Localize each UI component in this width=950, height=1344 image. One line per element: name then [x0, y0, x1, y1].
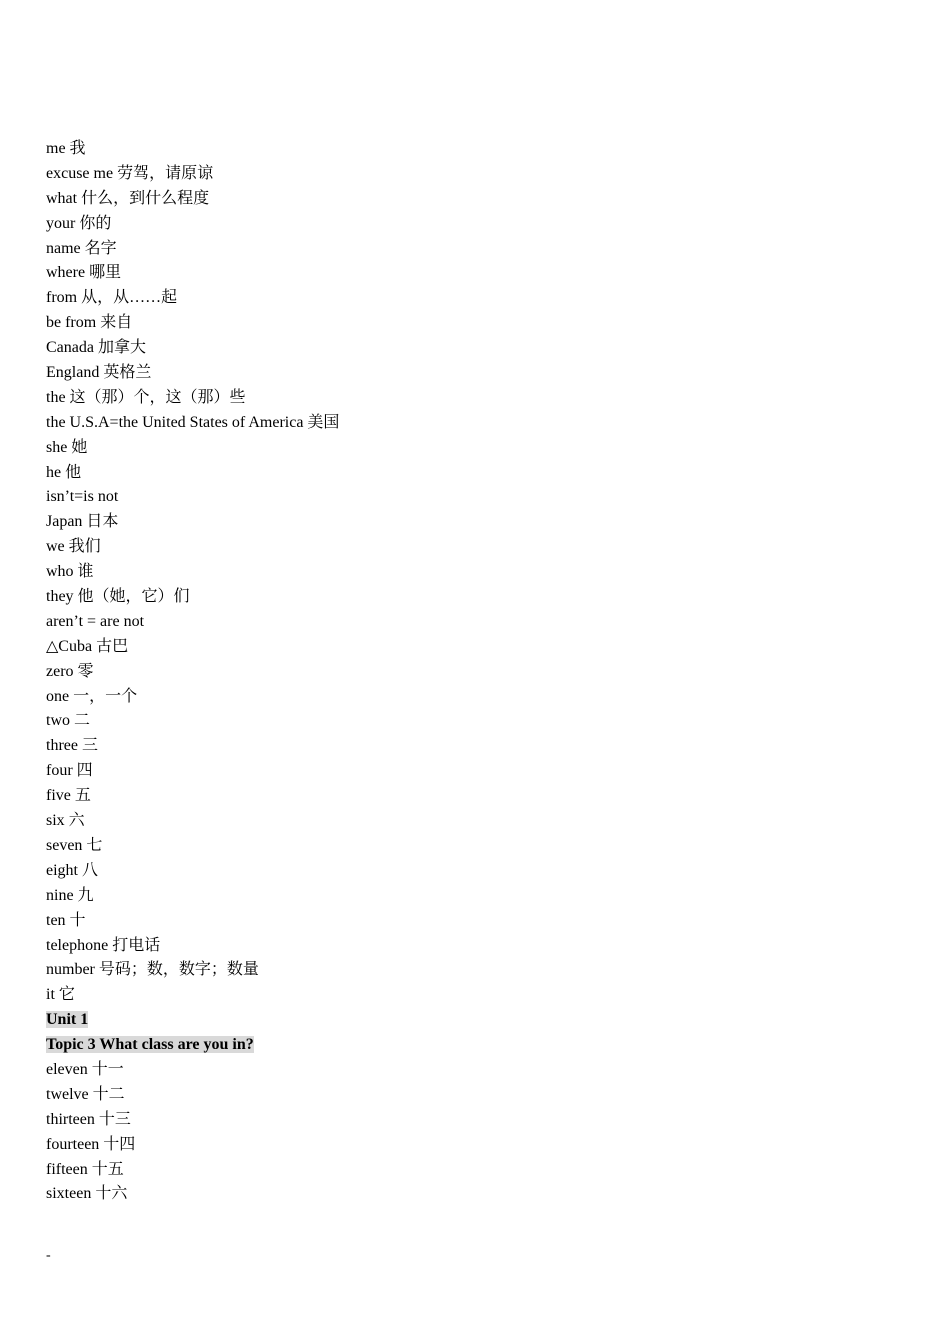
vocab-entry-text: twelve 十二: [46, 1085, 125, 1103]
vocab-entry: [46, 884, 339, 909]
vocab-entry-text: seven 七: [46, 836, 103, 854]
vocab-entry: [46, 958, 339, 983]
vocab-entry-text: Japan 日本: [46, 513, 119, 531]
vocab-entry: [46, 1058, 339, 1083]
vocab-entry-text: England 英格兰: [46, 364, 152, 382]
vocab-entry-text: me 我: [46, 140, 86, 157]
vocab-entry-text: the U.S.A=the United States of America 美国: [46, 413, 340, 431]
vocab-entry: [46, 411, 339, 436]
vocab-entry: [46, 461, 339, 486]
vocab-entry: [46, 261, 339, 286]
vocab-entry: [46, 1158, 339, 1183]
vocab-entry: [46, 485, 339, 510]
vocabulary-list: [46, 137, 339, 1207]
page-footer-mark: -: [46, 1248, 51, 1263]
section-heading: [46, 1008, 339, 1033]
vocab-entry-text: who 谁: [46, 563, 94, 581]
vocab-entry-text: number 号码；数，数字；数量: [46, 961, 259, 979]
vocab-entry: [46, 834, 339, 859]
vocab-entry-text: zero 零: [46, 662, 94, 680]
vocab-entry: [46, 734, 339, 759]
vocab-entry: [46, 361, 339, 386]
vocab-entry-text: they 他（她，它）们: [46, 588, 190, 606]
vocab-entry: [46, 1083, 339, 1108]
vocab-entry-text: five 五: [46, 787, 91, 805]
vocab-entry: [46, 983, 339, 1008]
vocab-entry: [46, 685, 339, 710]
vocab-entry-text: four 四: [46, 762, 93, 780]
vocab-entry: [46, 610, 339, 635]
vocab-entry: [46, 535, 339, 560]
section-heading-text: Unit 1: [46, 1011, 89, 1029]
vocab-entry: [46, 560, 339, 585]
vocab-entry: [46, 1182, 339, 1207]
vocab-entry-text: telephone 打电话: [46, 936, 161, 954]
vocab-entry-text: thirteen 十三: [46, 1110, 131, 1128]
vocab-entry-text: the 这（那）个，这（那）些: [46, 388, 246, 406]
vocab-entry: [46, 212, 339, 237]
vocab-entry-text: he 他: [46, 463, 82, 481]
vocab-entry: [46, 510, 339, 535]
vocab-entry-text: aren’t = are not: [46, 612, 145, 630]
vocab-entry: [46, 311, 339, 336]
section-heading: [46, 1033, 339, 1058]
vocab-entry: [46, 162, 339, 187]
vocab-entry: [46, 909, 339, 934]
vocab-entry: [46, 709, 339, 734]
vocab-entry-text: six 六: [46, 812, 85, 830]
vocab-entry: [46, 237, 339, 262]
vocab-entry-text: excuse me 劳驾，请原谅: [46, 164, 214, 182]
vocab-entry: [46, 137, 339, 162]
vocab-entry-text: two 二: [46, 712, 91, 730]
vocab-entry-text: your 你的: [46, 214, 112, 232]
section-heading-text: Topic 3 What class are you in?: [46, 1036, 254, 1054]
vocab-entry-text: what 什么，到什么程度: [46, 189, 210, 207]
vocab-entry-text: name 名字: [46, 239, 117, 257]
vocab-entry-text: fourteen 十四: [46, 1135, 136, 1153]
vocab-entry: [46, 286, 339, 311]
vocab-entry: [46, 585, 339, 610]
vocab-entry-text: three 三: [46, 737, 98, 755]
vocab-entry-text: eight 八: [46, 861, 98, 879]
vocab-entry: [46, 436, 339, 461]
vocab-entry-text: △Cuba 古巴: [46, 637, 129, 655]
vocab-entry: [46, 635, 339, 660]
vocab-entry: [46, 934, 339, 959]
vocab-entry-text: fifteen 十五: [46, 1160, 124, 1178]
vocab-entry: [46, 1108, 339, 1133]
vocab-entry-text: it 它: [46, 986, 75, 1004]
vocab-entry: [46, 784, 339, 809]
vocab-entry-text: she 她: [46, 438, 88, 456]
vocab-entry: [46, 1133, 339, 1158]
vocab-entry-text: isn’t=is not: [46, 488, 119, 506]
vocab-entry-text: be from 来自: [46, 314, 133, 332]
vocab-entry-text: we 我们: [46, 538, 101, 556]
vocab-entry: [46, 809, 339, 834]
vocab-entry-text: Canada 加拿大: [46, 339, 146, 357]
vocab-entry: [46, 187, 339, 212]
vocab-entry-text: nine 九: [46, 886, 94, 904]
vocab-entry-text: where 哪里: [46, 264, 122, 282]
vocab-entry: [46, 859, 339, 884]
vocab-entry-text: ten 十: [46, 911, 86, 929]
vocab-entry: [46, 336, 339, 361]
vocab-entry: [46, 759, 339, 784]
vocab-entry: [46, 660, 339, 685]
vocab-entry-text: from 从，从……起: [46, 289, 178, 307]
vocab-entry: [46, 386, 339, 411]
vocab-entry-text: one 一，一个: [46, 687, 138, 705]
vocab-entry-text: eleven 十一: [46, 1060, 124, 1078]
vocab-entry-text: sixteen 十六: [46, 1185, 128, 1203]
